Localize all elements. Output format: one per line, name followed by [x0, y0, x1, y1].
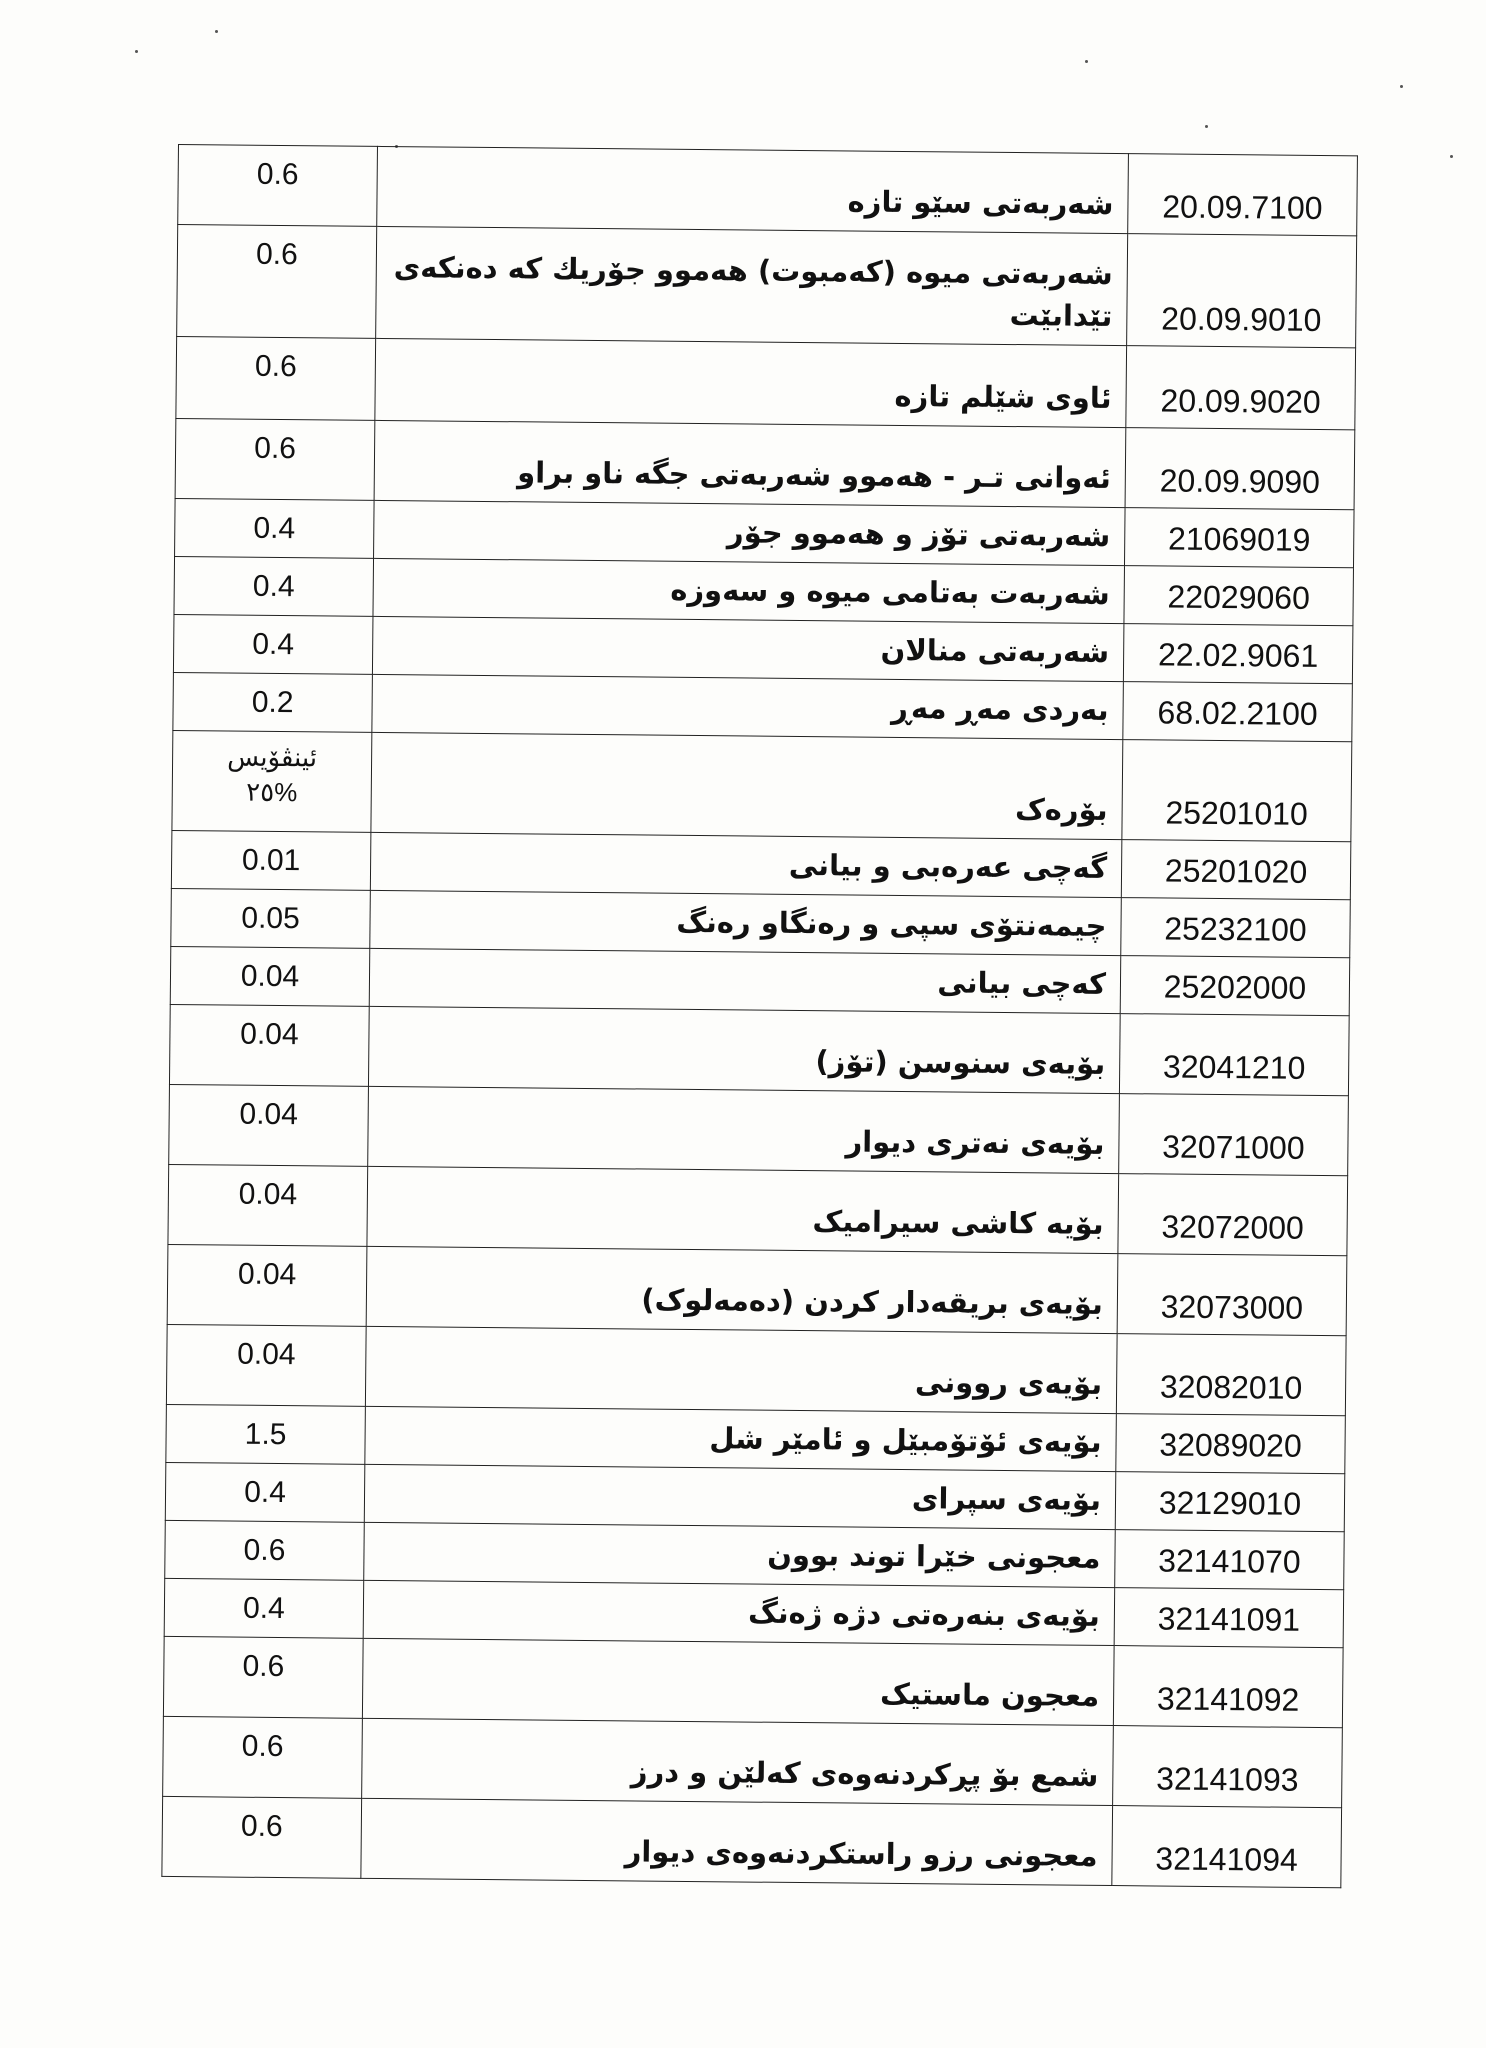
description-cell: گەچی عەرەبی و بیانی: [370, 832, 1122, 897]
rate-cell: [177, 225, 377, 339]
code-cell: 32089020: [1116, 1414, 1346, 1474]
table-row: [163, 1636, 1343, 1727]
code-cell: 25232100: [1121, 898, 1351, 958]
description-cell: شەربەتی سێو تازە: [377, 146, 1129, 233]
description-cell: بەردی مەڕ مەڕ: [372, 674, 1124, 739]
rate-value-line2: ٢٥%: [246, 776, 298, 808]
rate-cell: [169, 1004, 369, 1086]
description-cell: بۆیەی سنوسن (تۆز): [368, 1006, 1120, 1093]
rate-value: 0.4: [252, 627, 295, 662]
rate-cell: [166, 1404, 366, 1464]
rate-value: ئینڤۆیس: [227, 741, 318, 773]
rate-value: 0.6: [243, 1533, 286, 1568]
scan-speck: [1085, 60, 1088, 63]
code-cell: 32141093: [1113, 1726, 1343, 1808]
rate-cell: [175, 418, 375, 500]
description-cell: شەربەت بەتامی میوە و سەوزە: [373, 558, 1125, 623]
code-cell: 21069019: [1124, 508, 1354, 568]
table-row: [172, 730, 1352, 841]
rate-value: 0.6: [256, 157, 299, 192]
rate-cell: [169, 1084, 369, 1166]
code-cell: 20.09.9090: [1125, 428, 1355, 510]
rate-value: 0.04: [237, 1257, 297, 1292]
rate-value: 0.6: [241, 1729, 284, 1764]
description-cell: چیمەنتۆی سپی و رەنگاو رەنگ: [370, 890, 1122, 955]
rate-cell: [173, 672, 373, 732]
rate-cell: [163, 1636, 363, 1718]
table-row: [176, 336, 1356, 429]
rate-value: 0.2: [251, 685, 294, 720]
description-cell: بۆیەی سپرای: [364, 1464, 1116, 1529]
description-cell: بۆیەی نەتری دیوار: [368, 1086, 1120, 1173]
rate-value: 0.6: [254, 431, 297, 466]
code-cell: 32041210: [1119, 1014, 1349, 1096]
rate-value: 0.05: [241, 901, 300, 936]
rate-value: 0.6: [240, 1809, 283, 1844]
scan-speck: [1450, 155, 1453, 158]
rate-cell: [173, 614, 373, 674]
code-cell: 32071000: [1119, 1094, 1349, 1176]
rate-value: 0.6: [254, 349, 297, 384]
description-cell: ئەوانی تـر - هەموو شەربەتی جگە ناو براو: [374, 420, 1126, 507]
tariff-table: [161, 144, 1358, 1888]
rate-cell: [172, 730, 372, 832]
rate-cell: [178, 145, 378, 227]
rate-value: 0.04: [240, 959, 300, 994]
description-cell: شەربەتی منالان: [372, 616, 1124, 681]
code-cell: 32141092: [1113, 1646, 1343, 1728]
table-row: [163, 1716, 1343, 1807]
rate-cell: [175, 498, 375, 558]
rate-value: 0.01: [241, 843, 301, 878]
scan-speck: [1400, 85, 1403, 88]
code-cell: 32141070: [1115, 1530, 1345, 1590]
code-cell: 32141094: [1112, 1806, 1342, 1888]
table-row: [168, 1164, 1348, 1255]
rate-value: 0.6: [242, 1649, 285, 1684]
description-cell: معجونی خێرا توند بوون: [364, 1522, 1116, 1587]
code-cell: 32141091: [1114, 1588, 1344, 1648]
code-cell: 68.02.2100: [1123, 682, 1353, 742]
description-cell: ئاوی شێلم تازە: [375, 338, 1127, 427]
rate-cell: [171, 830, 371, 890]
rate-value: 0.04: [238, 1177, 298, 1212]
table-row: [178, 145, 1358, 236]
code-cell: 22029060: [1124, 566, 1354, 626]
description-cell: بۆیەی بریقەدار کردن (دەمەلوک): [366, 1246, 1118, 1333]
rate-cell: [171, 888, 371, 948]
code-cell: 20.09.7100: [1128, 154, 1358, 236]
code-cell: 25201010: [1122, 740, 1352, 842]
rate-cell: [168, 1164, 368, 1246]
description-cell: کەچی بیانی: [369, 948, 1121, 1013]
code-cell: 32129010: [1115, 1472, 1345, 1532]
table-row: [166, 1324, 1346, 1415]
description-cell: شەربەتی تۆز و هەموو جۆر: [374, 500, 1126, 565]
table-row: [175, 418, 1355, 509]
table-row: [167, 1244, 1347, 1335]
rate-value: 0.4: [253, 511, 296, 546]
rate-cell: [166, 1324, 366, 1406]
rate-value: 0.04: [239, 1097, 299, 1132]
rate-value: 0.4: [242, 1591, 285, 1626]
rate-cell: [165, 1520, 365, 1580]
rate-cell: [162, 1796, 362, 1878]
rate-cell: [164, 1578, 364, 1638]
rate-cell: [170, 946, 370, 1006]
rate-value: 0.04: [240, 1017, 299, 1052]
description-cell: بۆیەی روونی: [365, 1326, 1117, 1413]
code-cell: 22.02.9061: [1123, 624, 1353, 684]
rate-cell: [163, 1716, 363, 1798]
rate-cell: [165, 1462, 365, 1522]
rate-cell: [167, 1244, 367, 1326]
scan-speck: [215, 30, 218, 33]
rate-cell: [176, 336, 376, 420]
rate-value: 0.04: [237, 1337, 296, 1372]
code-cell: 20.09.9010: [1127, 234, 1357, 348]
description-cell: معجونی رزو راستکردنەوەی دیوار: [361, 1798, 1113, 1885]
description-cell: بۆرەک: [371, 732, 1123, 839]
scan-speck: [135, 50, 138, 53]
table-row: [169, 1084, 1349, 1175]
code-cell: 25202000: [1120, 956, 1350, 1016]
code-cell: 32073000: [1117, 1254, 1347, 1336]
description-cell: بۆیەی بنەرەتی دژە ژەنگ: [363, 1580, 1115, 1645]
description-cell: معجون ماستیک: [362, 1638, 1114, 1725]
table-row: [177, 225, 1357, 348]
table-row: [169, 1004, 1349, 1095]
code-cell: 32082010: [1116, 1334, 1346, 1416]
description-cell: شەربەتی میوە (کەمبوت) هەموو جۆریك کە دەنکەی تێدابێت: [376, 226, 1128, 345]
description-cell: شمع بۆ پڕکردنەوەی کەلێن و درز: [362, 1718, 1114, 1805]
rate-value: 0.6: [255, 237, 298, 272]
code-cell: 20.09.9020: [1126, 346, 1356, 430]
scan-speck: [1205, 125, 1208, 128]
description-cell: بۆیەی ئۆتۆمبێل و ئامێر شل: [365, 1406, 1117, 1471]
code-cell: 32072000: [1118, 1174, 1348, 1256]
rate-cell: [174, 556, 374, 616]
table-row: [162, 1796, 1342, 1887]
rate-value: 0.4: [252, 569, 295, 604]
description-cell: بۆیە کاشی سیرامیک: [367, 1166, 1119, 1253]
rate-value: 0.4: [244, 1475, 287, 1510]
rate-value: 1.5: [244, 1417, 287, 1452]
code-cell: 25201020: [1121, 840, 1351, 900]
